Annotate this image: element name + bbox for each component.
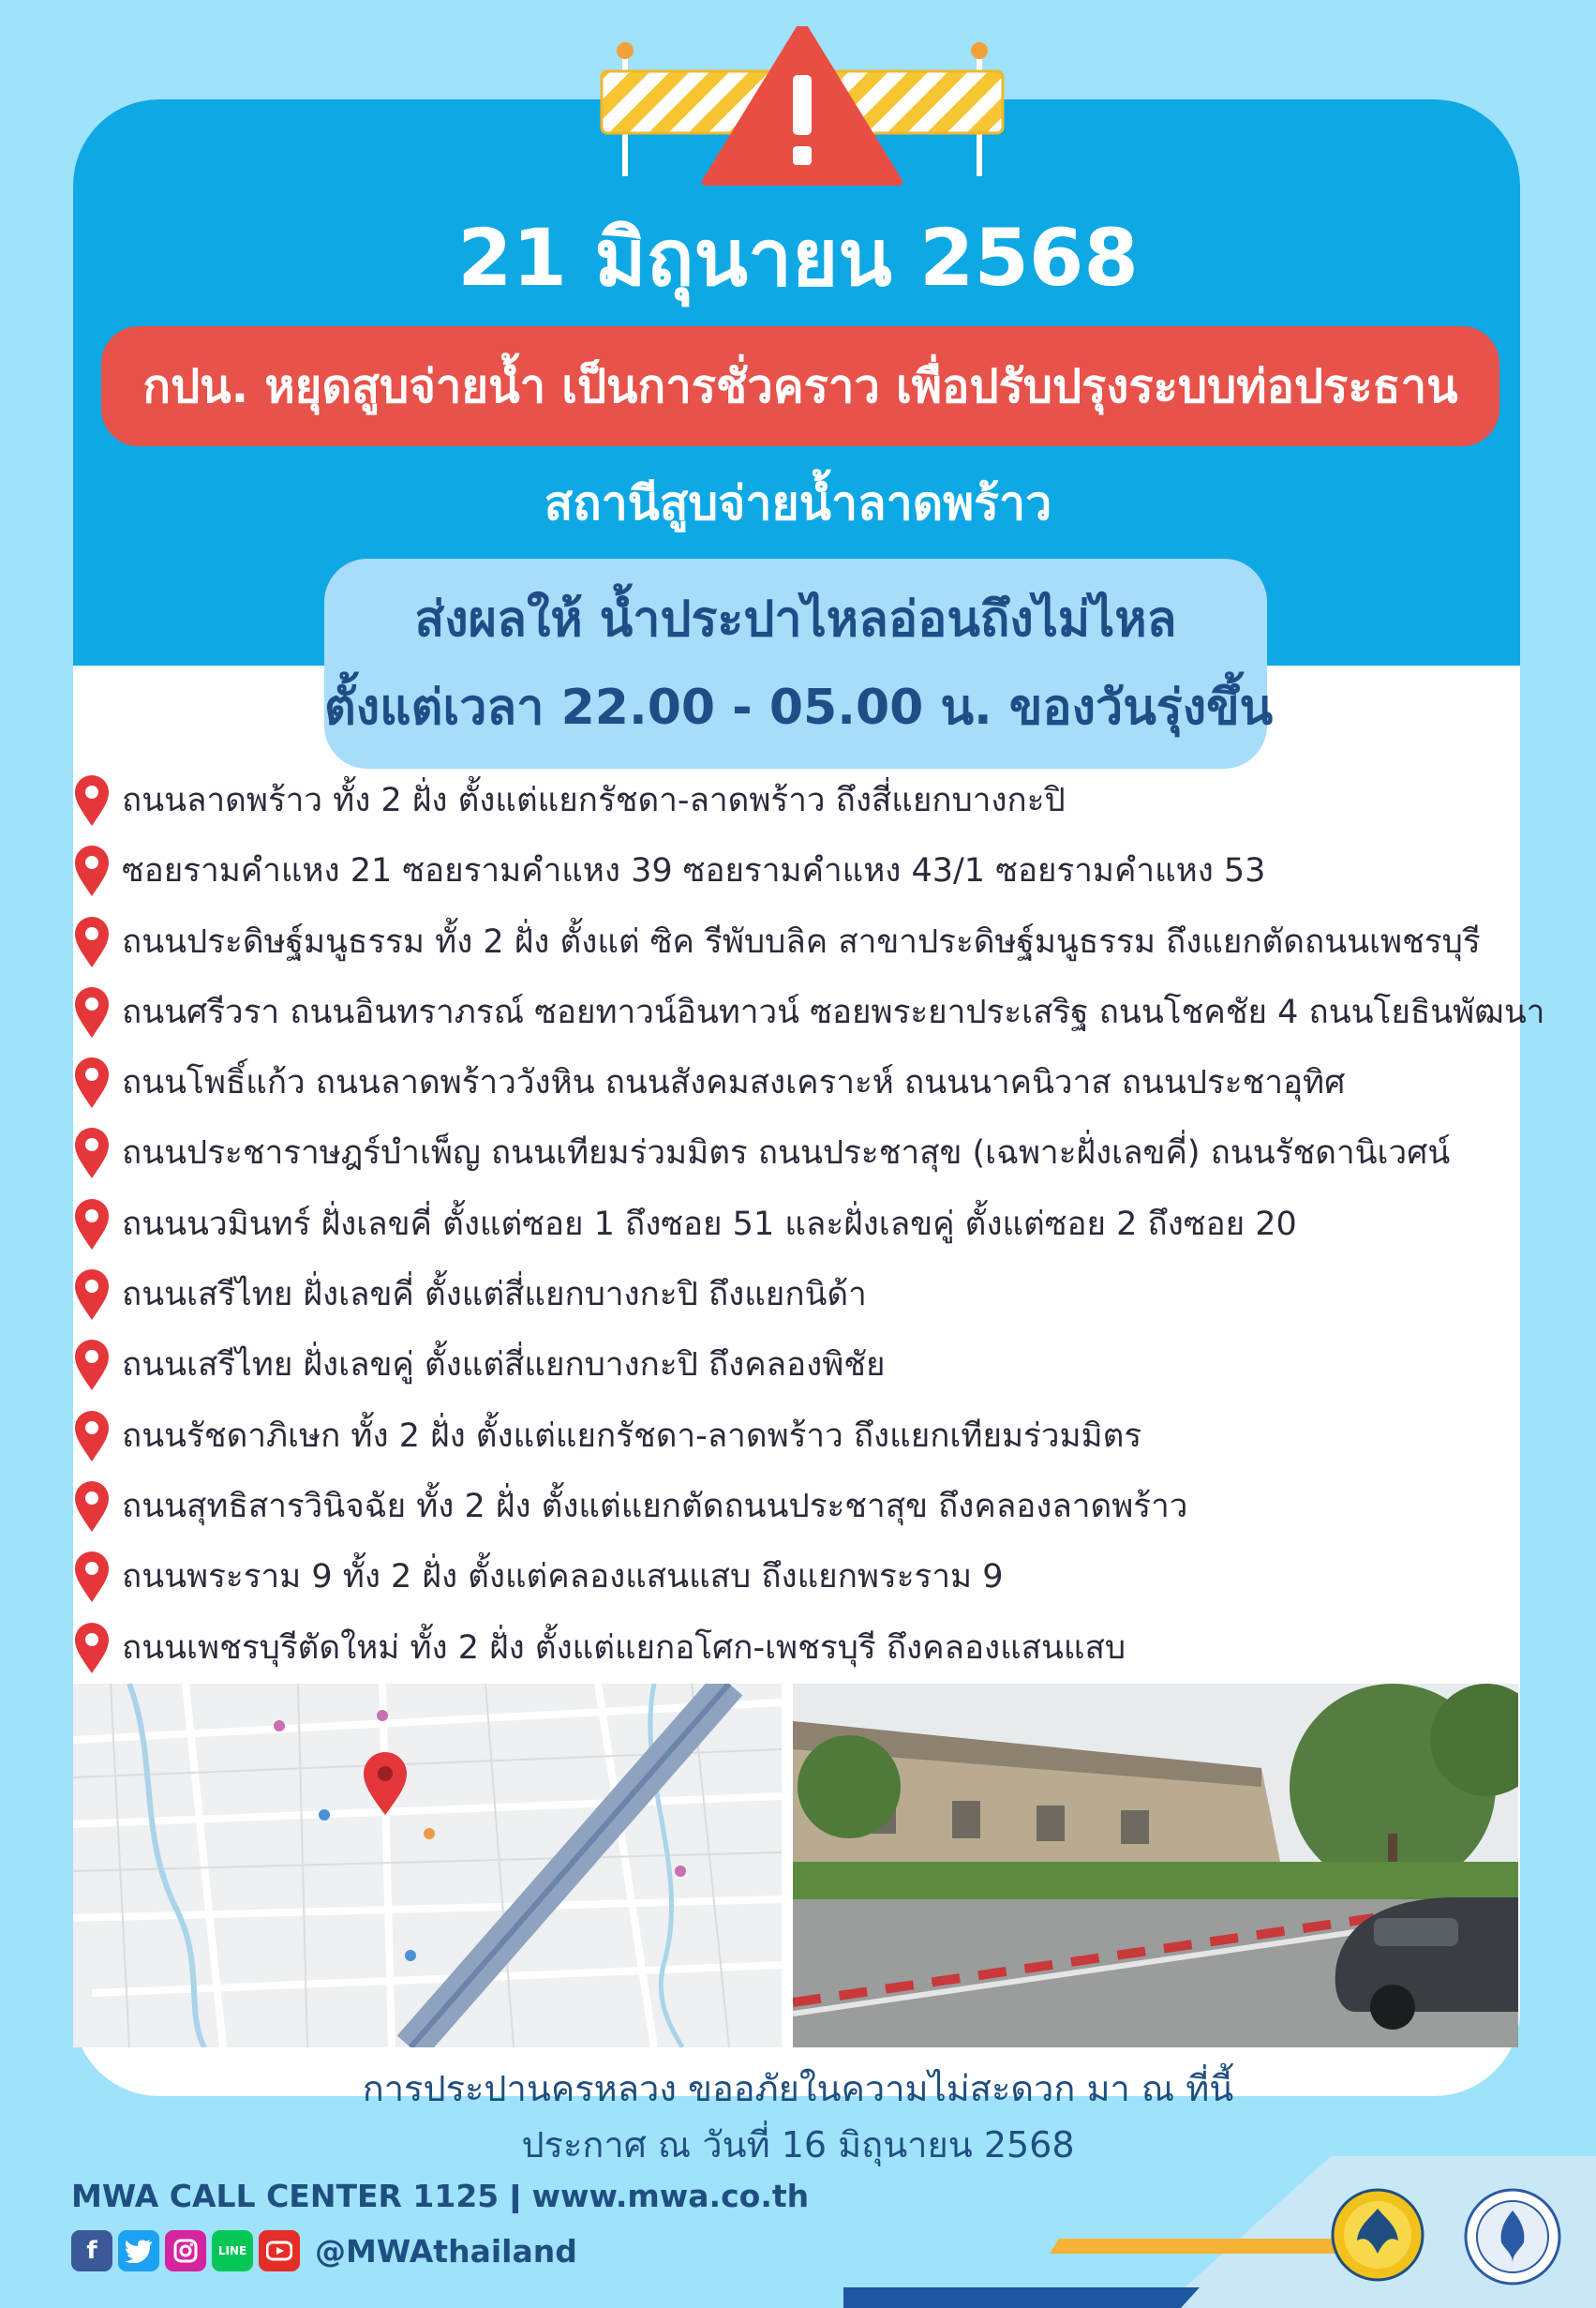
area-text: ถนนศรีวรา ถนนอินทราภรณ์ ซอยทาวน์อินทาวน์ ซอยพระยาประเสริฐ ถนนโชคชัย 4 ถนนโยธินพัฒนา bbox=[122, 993, 1545, 1031]
location-pin-icon bbox=[73, 1480, 111, 1533]
area-text: ถนนลาดพร้าว ทั้ง 2 ฝั่ง ตั้งแต่แยกรัชดา-ลาดพร้าว ถึงสี่แยกบางกะปิ bbox=[122, 782, 1066, 819]
location-pin-icon bbox=[73, 1127, 111, 1179]
location-pin-icon bbox=[73, 1198, 111, 1251]
area-text: ถนนเสรีไทย ฝั่งเลขคี่ ตั้งแต่สี่แยกบางกะปิ ถึงแยกนิด้า bbox=[122, 1276, 867, 1314]
area-text: ถนนโพธิ์แก้ว ถนนลาดพร้าววังหิน ถนนสังคมสงเคราะห์ ถนนนาคนิวาส ถนนประชาอุทิศ bbox=[122, 1064, 1346, 1102]
area-text: ถนนประดิษฐ์มนูธรรม ทั้ง 2 ฝั่ง ตั้งแต่ ซิค รีพับบลิค สาขาประดิษฐ์มนูธรรม ถึงแยกตัดถนนเพชรบุรี bbox=[122, 922, 1481, 961]
call-center-text: MWA CALL CENTER 1125 ǀ www.mwa.co.th bbox=[71, 2178, 810, 2214]
area-text: ถนนรัชดาภิเษก ทั้ง 2 ฝั่ง ตั้งแต่แยกรัชดา-ลาดพร้าว ถึงแยกเทียมร่วมมิตร bbox=[122, 1416, 1142, 1455]
area-text: ถนนนวมินทร์ ฝั่งเลขคี่ ตั้งแต่ซอย 1 ถึงซอย 51 และฝั่งเลขคู่ ตั้งแต่ซอย 2 ถึงซอย 20 bbox=[122, 1205, 1297, 1243]
mwa-seal-logo bbox=[1464, 2188, 1561, 2286]
announce-date: ประกาศ ณ วันที่ 16 มิถุนายน 2568 bbox=[521, 2124, 1075, 2166]
effect-box bbox=[324, 559, 1274, 769]
location-pin-icon bbox=[73, 1057, 111, 1109]
station-name: สถานีสูบจ่ายน้ำลาดพร้าว bbox=[544, 476, 1052, 531]
area-text: ถนนเสรีไทย ฝั่งเลขคู่ ตั้งแต่สี่แยกบางกะปิ ถึงคลองพิชัย bbox=[122, 1346, 886, 1385]
location-pin-icon bbox=[73, 916, 111, 968]
location-pin-icon bbox=[73, 1551, 111, 1603]
area-item bbox=[73, 1049, 1516, 1119]
area-item bbox=[73, 1191, 1516, 1261]
facebook-icon[interactable]: f bbox=[71, 2230, 112, 2271]
social-links bbox=[71, 2227, 577, 2274]
page-title: 21 มิถุนายน 2568 bbox=[457, 212, 1139, 304]
twitter-icon[interactable] bbox=[118, 2230, 159, 2271]
area-item bbox=[73, 908, 1516, 979]
garuda-seal-logo bbox=[1331, 2188, 1424, 2282]
area-item bbox=[73, 1331, 1516, 1401]
location-pin-icon bbox=[73, 986, 111, 1039]
area-item bbox=[73, 767, 1516, 837]
location-map[interactable] bbox=[73, 1684, 782, 2047]
effect-time-text: ตั้งแต่เวลา 22.00 - 05.00 น. ของวันรุ่งขึ้น bbox=[324, 680, 1274, 736]
station-photo bbox=[793, 1684, 1518, 2047]
apology-text: การประปานครหลวง ขออภัยในความไม่สะดวก มา ณ ที่นี้ bbox=[362, 2068, 1234, 2109]
area-text: ถนนเพชรบุรีตัดใหม่ ทั้ง 2 ฝั่ง ตั้งแต่แยกอโศก-เพชรบุรี ถึงคลองแสนแสบ bbox=[122, 1628, 1126, 1667]
headline-banner bbox=[101, 326, 1499, 446]
warning-barrier-icon bbox=[596, 26, 1008, 186]
social-handle: @MWAthailand bbox=[315, 2232, 577, 2270]
area-item bbox=[73, 1119, 1516, 1190]
location-pin-icon bbox=[73, 1410, 111, 1462]
youtube-icon[interactable] bbox=[259, 2230, 300, 2271]
location-pin-icon bbox=[73, 1268, 111, 1321]
location-pin-icon bbox=[73, 845, 111, 897]
headline-text: กปน. หยุดสูบจ่ายน้ำ เป็นการชั่วคราว เพื่อปรับปรุงระบบท่อประธาน bbox=[142, 360, 1458, 413]
location-pin-icon bbox=[73, 774, 111, 827]
location-pin-icon bbox=[73, 1622, 111, 1674]
effect-text: ส่งผลให้ น้ำประปาไหลอ่อนถึงไม่ไหล bbox=[414, 592, 1177, 648]
area-item bbox=[73, 1261, 1516, 1331]
affected-areas-list bbox=[73, 767, 1545, 1685]
area-item bbox=[73, 1473, 1516, 1543]
area-text: ถนนพระราม 9 ทั้ง 2 ฝั่ง ตั้งแต่คลองแสนแสบ ถึงแยกพระราม 9 bbox=[122, 1558, 1004, 1596]
area-item bbox=[73, 979, 1545, 1049]
area-text: ถนนประชาราษฎร์บำเพ็ญ ถนนเทียมร่วมมิตร ถนนประชาสุข (เฉพาะฝั่งเลขคี่) ถนนรัชดานิเวศน์ bbox=[122, 1134, 1451, 1173]
area-item bbox=[73, 1614, 1516, 1685]
area-item bbox=[73, 1543, 1516, 1613]
instagram-icon[interactable] bbox=[165, 2230, 206, 2271]
area-item bbox=[73, 1402, 1516, 1473]
line-icon[interactable]: LINE bbox=[212, 2230, 253, 2271]
area-text: ถนนสุทธิสารวินิจฉัย ทั้ง 2 ฝั่ง ตั้งแต่แยกตัดถนนประชาสุข ถึงคลองลาดพร้าว bbox=[122, 1487, 1188, 1525]
area-text: ซอยรามคำแหง 21 ซอยรามคำแหง 39 ซอยรามคำแหง 43/1 ซอยรามคำแหง 53 bbox=[122, 852, 1266, 891]
location-pin-icon bbox=[73, 1339, 111, 1391]
area-item bbox=[73, 837, 1516, 907]
